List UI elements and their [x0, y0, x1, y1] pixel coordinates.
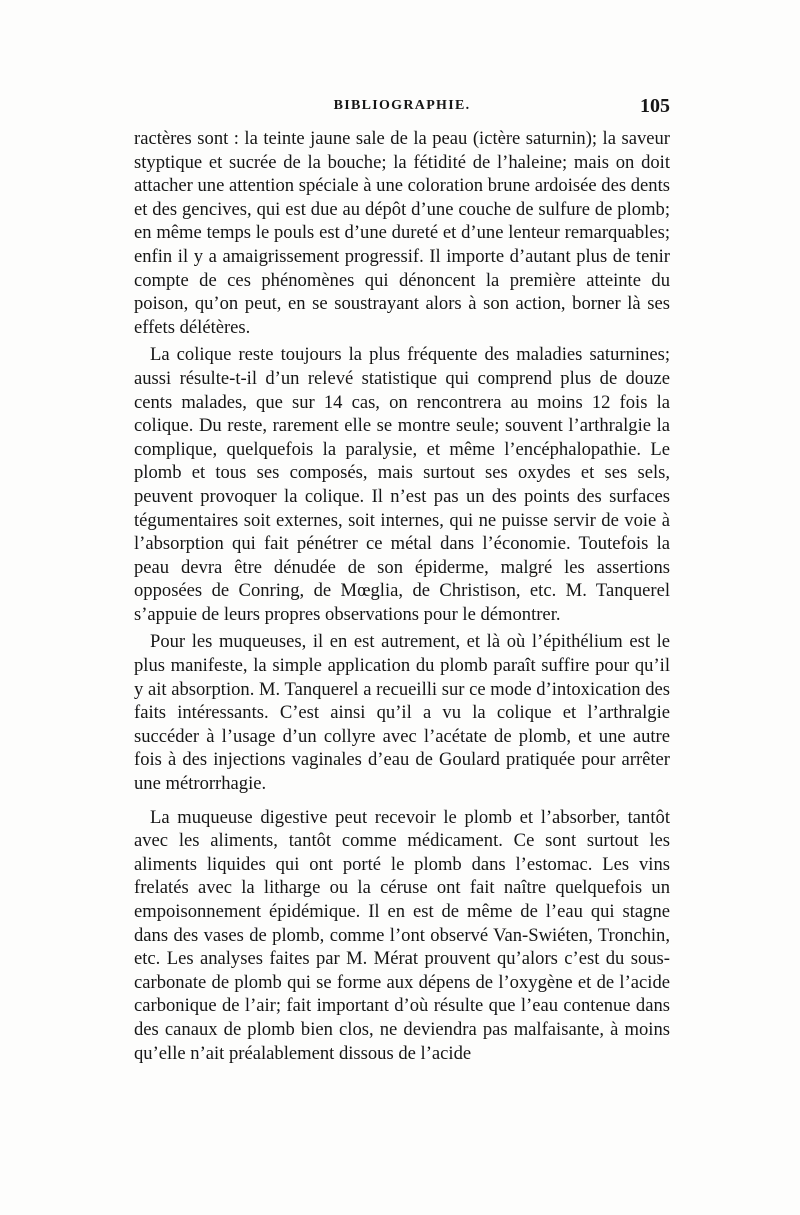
running-head-title: BIBLIOGRAPHIE.: [333, 98, 471, 113]
running-head: [134, 95, 670, 122]
page-number: 105: [640, 95, 670, 117]
paragraph-colique: La colique reste toujours la plus fréquente des maladies saturnines; aussi résulte-t-il d’un relevé statistique qui comprend plus de douze cents malades, que sur 14 cas, on rencontrera au moins 12 fois la colique. Du reste, rarement elle se montre seule; souvent l’arthralgie la complique, quelquefois la paralysie, et même l’encéphalopathie. Le plomb et tous ses composés, mais surtout ses oxydes et ses sels, peuvent provoquer la colique. Il n’est pas un des points des surfaces tégumentaires soit externes, soit internes, qui ne puisse servir de voie à l’absorption qui fait pénétrer ce métal dans l’économie. Toutefois la peau devra être dénudée de son épiderme, malgré les assertions opposées de Conring, de Mœglia, de Christison, etc. M. Tanquerel s’appuie de leurs propres observations pour le démontrer.: [134, 344, 670, 625]
paragraph-muqueuses: Pour les muqueuses, il en est autrement, et là où l’épithélium est le plus manifeste, la simple application du plomb paraît suffire pour qu’il y ait absorption. M. Tanquerel a recueilli sur ce mode d’intoxication des faits intéressants. C’est ainsi qu’il a vu la colique et l’arthralgie succéder à l’usage d’un collyre avec l’acétate de plomb, et une autre fois à des injections vaginales d’eau de Goulard pratiquée pour arrêter une métrorrhagie.: [134, 631, 670, 795]
body-text: [134, 127, 670, 1065]
paragraph-muqueuse-digestive: La muqueuse digestive peut recevoir le plomb et l’absorber, tantôt avec les aliments, tantôt comme médicament. Ce sont surtout les aliments liquides qui ont porté le plomb dans l’estomac. Les vins frelatés avec la litharge ou la céruse ont fait naître quelquefois un empoisonnement épidémique. Il en est de même de l’eau qui stagne dans des vases de plomb, comme l’ont observé Van-Swiéten, Tronchin, etc. Les analyses faites par M. Mérat prouvent qu’alors c’est du sous-carbonate de plomb qui se forme aux dépens de l’oxygène et de l’acide carbonique de l’air; fait important d’où résulte que l’eau contenue dans des canaux de plomb bien clos, ne deviendra pas malfaisante, à moins qu’elle n’ait préalablement dissous de l’acide: [134, 806, 670, 1064]
paragraph-continued: ractères sont : la teinte jaune sale de la peau (ictère saturnin); la saveur styptique et sucrée de la bouche; la fétidité de l’haleine; mais on doit attacher une attention spéciale à une coloration brune ardoisée des dents et des gencives, qui est due au dépôt d’une couche de sulfure de plomb; en même temps le pouls est d’une dureté et d’une lenteur remarquables; enfin il y a amaigrissement progressif. Il importe d’autant plus de tenir compte de ces phénomènes qui dénoncent la première atteinte du poison, qu’on peut, en se soustrayant alors à son action, borner là ses effets délétères.: [134, 128, 670, 338]
